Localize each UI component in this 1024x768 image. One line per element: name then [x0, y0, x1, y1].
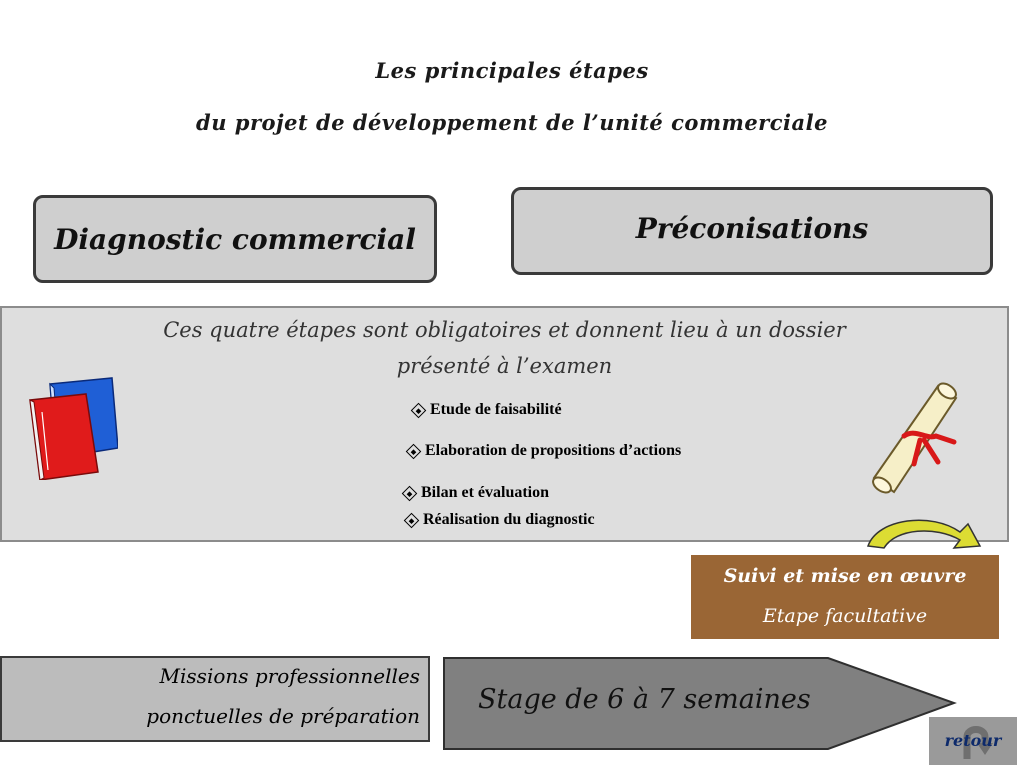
curved-arrow-icon	[862, 514, 988, 558]
books-icon	[26, 374, 118, 480]
retour-label[interactable]: retour	[944, 731, 1002, 750]
diamond-bullet-icon	[404, 512, 420, 528]
suivi-title: Suivi et mise en œuvre	[723, 565, 967, 587]
bullet-item	[406, 511, 595, 529]
panel-text-line1: Ces quatre étapes sont obligatoires et donnent lieu à un dossier	[163, 318, 846, 342]
diagnostic-label: Diagnostic commercial	[54, 222, 416, 256]
bullet-item	[404, 484, 549, 502]
bullet-text: Réalisation du diagnostic	[423, 511, 595, 528]
diagnostic-box	[33, 195, 437, 283]
missions-box	[0, 656, 430, 742]
diamond-bullet-icon	[411, 402, 427, 418]
slide-title-line2: du projet de développement de l’unité commerciale	[196, 110, 828, 135]
bullet-text: Elaboration de propositions d’actions	[425, 442, 682, 459]
panel-text-line2: présenté à l’examen	[396, 354, 613, 378]
info-panel	[0, 306, 1009, 542]
bullet-text: Bilan et évaluation	[421, 484, 550, 501]
preconisations-box	[511, 187, 993, 275]
diamond-bullet-icon	[402, 485, 418, 501]
suivi-subtitle: Etape facultative	[762, 605, 928, 627]
preconisations-label: Préconisations	[635, 212, 869, 245]
bullet-item	[413, 401, 562, 419]
retour-button[interactable]	[929, 717, 1017, 765]
suivi-box	[691, 555, 999, 639]
missions-line1: Missions professionnelles	[159, 664, 420, 688]
missions-line2: ponctuelles de préparation	[146, 704, 420, 728]
scroll-diploma-icon	[860, 378, 966, 496]
bullet-text: Etude de faisabilité	[430, 401, 562, 418]
stage-label: Stage de 6 à 7 semaines	[478, 684, 811, 715]
slide-title-line1: Les principales étapes	[375, 58, 649, 83]
bullet-item	[408, 442, 681, 460]
diamond-bullet-icon	[406, 443, 422, 459]
